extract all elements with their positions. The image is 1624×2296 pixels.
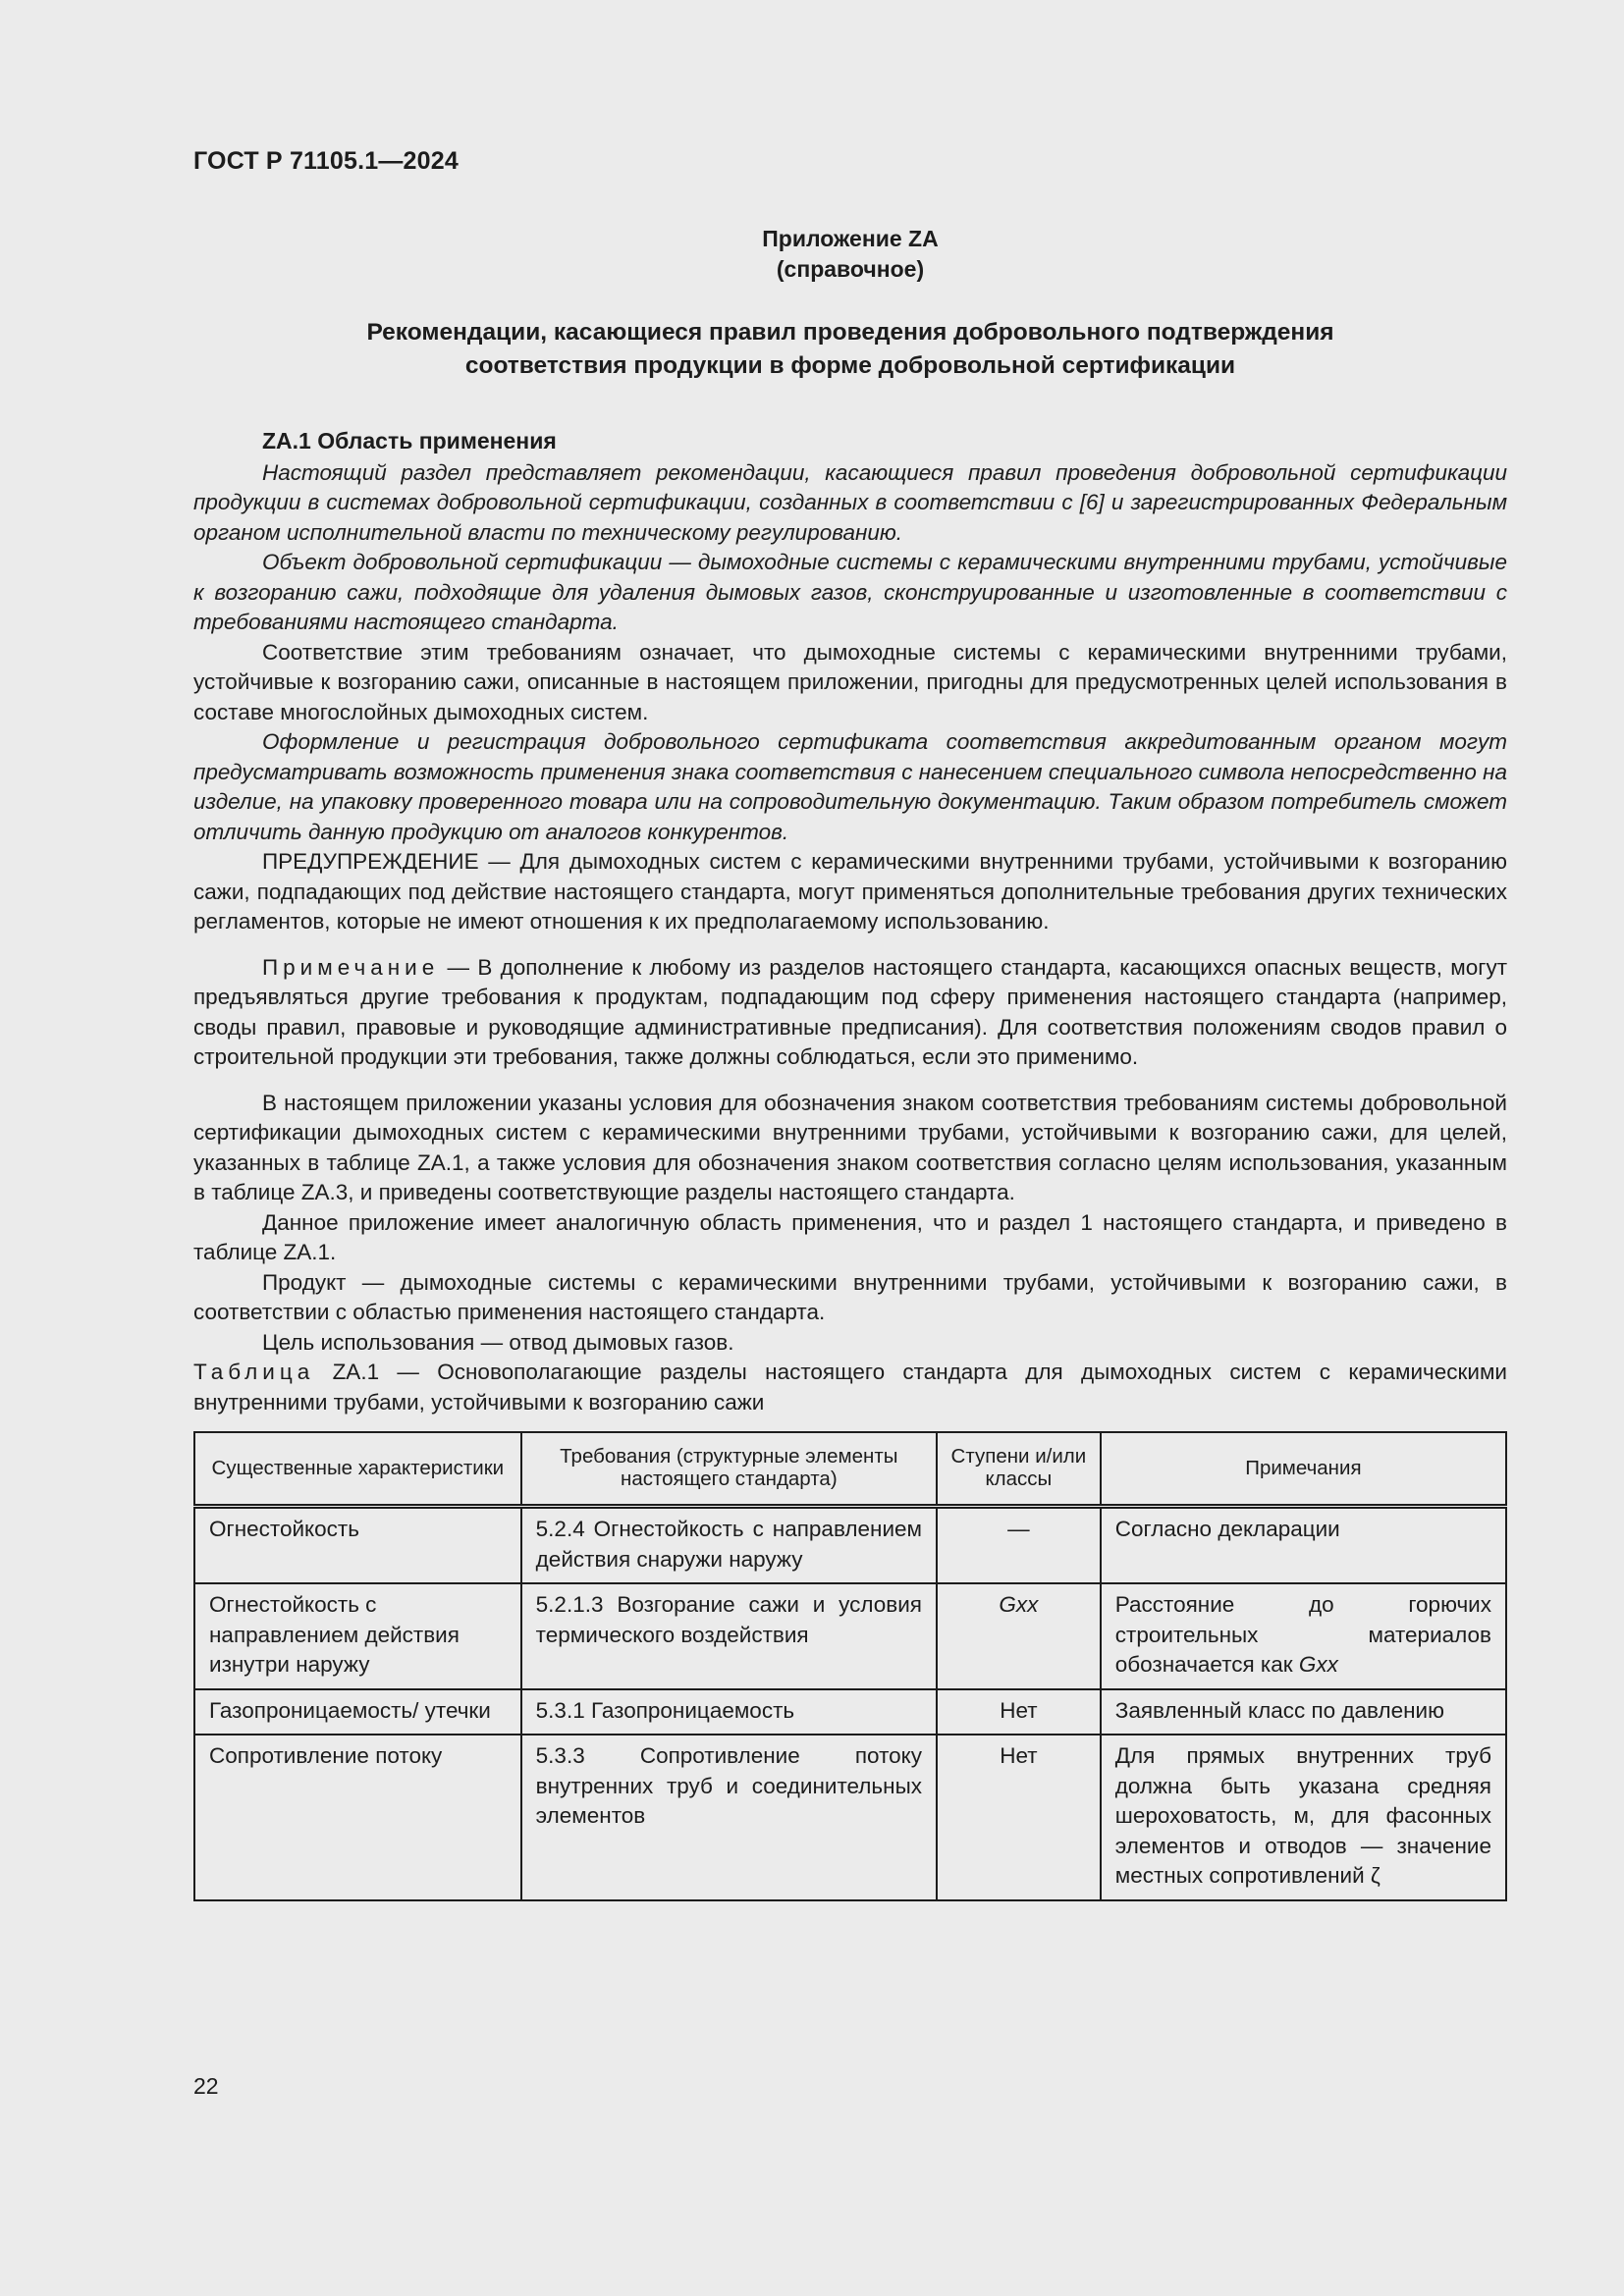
annex-title-line-2: соответствия продукции в форме добровольной сертификации [464, 352, 1236, 379]
annex-title-line-1: Рекомендации, касающиеся правил проведения добровольного подтверждения [366, 319, 1334, 346]
annex-title [193, 316, 1507, 383]
cell-characteristic: Сопротивление потоку [194, 1735, 521, 1900]
column-header: Требования (структурные элементы настоящего стандарта) [521, 1432, 937, 1507]
requirements-table [193, 1431, 1507, 1901]
table-header-row [194, 1432, 1506, 1507]
paragraph: Соответствие этим требованиям означает, что дымоходные системы с керамическими внутренними трубами, устойчивые к возгоранию сажи, описанные в настоящем приложении, пригодны для предусмотренных целей использования в составе многослойных дымоходных систем. [193, 639, 1507, 724]
paragraph: Оформление и регистрация добровольного сертификата соответствия аккредитованным органом могут предусматривать возможность применения знака соответствия с нанесением специального символа непосредственно на изделие, на упаковку проверенного товара или на сопроводительную документацию. Таким образом потребитель сможет отличить данную продукцию от аналогов конкурентов. [193, 729, 1507, 844]
page-number: 22 [193, 2073, 219, 2099]
table-caption-label: Таблица [193, 1360, 315, 1384]
paragraph: Данное приложение имеет аналогичную область применения, что и раздел 1 настоящего стандарта, и приведено в таблице ZA.1. [193, 1209, 1507, 1264]
table-row [194, 1689, 1506, 1735]
table-row [194, 1735, 1506, 1900]
document-body [193, 426, 1507, 1901]
annex-number: Приложение ZA [762, 226, 939, 251]
paragraph: Объект добровольной сертификации — дымоходные системы с керамическими внутренними трубами, устойчивые к возгоранию сажи, подходящие для удаления дымовых газов, сконструированные и изготовленные в соответствии с требованиями настоящего стандарта. [193, 550, 1507, 634]
cell-requirement: 5.2.1.3 Возгорание сажи и условия термического воздействия [521, 1583, 937, 1689]
column-header: Существенные характеристики [194, 1432, 521, 1507]
cell-characteristic: Огнестойкость [194, 1507, 521, 1584]
cell-note: Заявленный класс по давлению [1101, 1689, 1506, 1735]
paragraph: Цель использования — отвод дымовых газов. [262, 1329, 734, 1355]
table-row [194, 1583, 1506, 1689]
cell-note [1101, 1583, 1506, 1689]
cell-note: Согласно декларации [1101, 1507, 1506, 1584]
document-code: ГОСТ Р 71105.1—2024 [193, 147, 459, 175]
cell-class: Gxx [937, 1583, 1101, 1689]
note-paragraph [193, 953, 1507, 1073]
cell-characteristic: Газопроницаемость/ утечки [194, 1689, 521, 1735]
section-heading: ZA.1 Область применения [262, 428, 557, 454]
annex-label [193, 224, 1507, 285]
column-header: Примечания [1101, 1432, 1506, 1507]
cell-class: Нет [937, 1735, 1101, 1900]
cell-note-text: Расстояние до горючих строительных материалов обозначается как [1114, 1592, 1491, 1677]
cell-note: Для прямых внутренних труб должна быть указана средняя шероховатость, м, для фасонных элементов и отводов — значение местных сопротивлений ζ [1101, 1735, 1506, 1900]
annex-status: (справочное) [776, 256, 925, 282]
cell-requirement: 5.3.3 Сопротивление потоку внутренних труб и соединительных элементов [521, 1735, 937, 1900]
cell-requirement: 5.3.1 Газопроницаемость [521, 1689, 937, 1735]
table-row [194, 1507, 1506, 1584]
cell-requirement: 5.2.4 Огнестойкость с направлением действия снаружи наружу [521, 1507, 937, 1584]
cell-note-italic: Gxx [1298, 1652, 1338, 1677]
cell-class: — [937, 1507, 1101, 1584]
table-caption-text: ZA.1 — Основополагающие разделы настоящего стандарта для дымоходных систем с керамическими внутренними трубами, устойчивыми к возгоранию сажи [193, 1360, 1507, 1415]
paragraph: В настоящем приложении указаны условия для обозначения знаком соответствия требованиям системы добровольной сертификации дымоходных систем с керамическими внутренними трубами, устойчивыми к возгоранию сажи, для целей, указанных в таблице ZA.1, а также условия для обозначения знаком соответствия согласно целям использования, указанным в таблице ZA.3, и приведены соответствующие разделы настоящего стандарта. [193, 1090, 1507, 1204]
note-text: — В дополнение к любому из разделов настоящего стандарта, касающихся опасных веществ, могут предъявляться другие требования к продуктам, подпадающим под сферу применения настоящего стандарта (например, своды правил, правовые и руководящие административные предписания). Для соответствия положениям сводов правил о строительной продукции эти требования, также должны соблюдаться, если это применимо. [193, 954, 1507, 1069]
column-header: Ступени и/или классы [937, 1432, 1101, 1507]
warning-paragraph: ПРЕДУПРЕЖДЕНИЕ — Для дымоходных систем с керамическими внутренними трубами, устойчивыми к возгоранию сажи, подпадающих под действие настоящего стандарта, могут применяться дополнительные требования других технических регламентов, которые не имеют отношения к их предполагаемому использованию. [193, 849, 1507, 934]
table-caption [193, 1358, 1507, 1417]
cell-characteristic: Огнестойкость с направлением действия изнутри наружу [194, 1583, 521, 1689]
cell-class: Нет [937, 1689, 1101, 1735]
paragraph: Настоящий раздел представляет рекомендации, касающиеся правил проведения добровольной сертификации продукции в системах добровольной сертификации, созданных в соответствии с [6] и зарегистрированных Федеральным органом исполнительной власти по техническому регулированию. [193, 459, 1507, 545]
paragraph: Продукт — дымоходные системы с керамическими внутренними трубами, устойчивыми к возгоранию сажи, в соответствии с областью применения настоящего стандарта. [193, 1269, 1507, 1324]
note-label: Примечание [262, 954, 440, 980]
